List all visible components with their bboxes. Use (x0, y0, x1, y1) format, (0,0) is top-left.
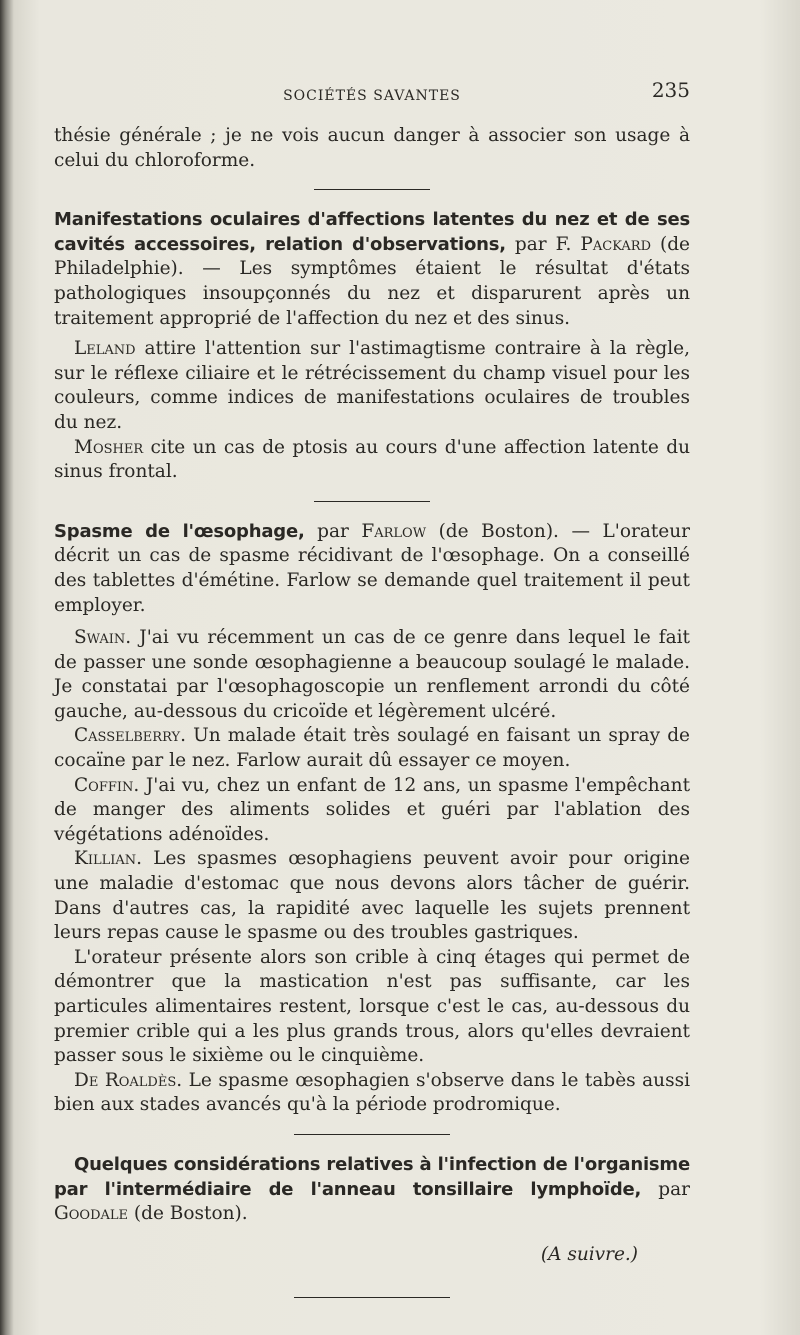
paragraph-coffin: Coffin. J'ai vu, chez un enfant de 12 ans, un spasme l'empêchant de manger des aliments solides et guéri par l'ablation des végétations adénoïdes. (54, 774, 690, 845)
section-heading: Manifestations oculaires d'affections latentes du nez et de ses cavités accessoires, relation d'observations, (54, 209, 690, 255)
running-head-title: SOCIÉTÉS SAVANTES (283, 88, 461, 104)
paragraph-leland: Leland attire l'attention sur l'astimagtisme contraire à la règle, sur le réflexe ciliaire et le rétrécissement du champ visuel pour les couleurs, comme indices de manifestations oculaires de troubles du nez. (54, 338, 690, 433)
section-manifestations-oculaires: Manifestations oculaires d'affections latentes du nez et de ses cavités accessoires, relation d'observations, par F. Packard (de Philadelphie). — Les symptômes étaient le résultat d'états pathologiques insoupçonnés du nez et disparurent après un traitement approprié de l'affection du nez et des sinus. (54, 209, 691, 329)
speaker-name: Swain (74, 627, 126, 649)
section-heading: Quelques considérations relatives à l'infection de l'organisme par l'intermédiaire de l'anneau tonsillaire lymphoïde, (54, 1153, 690, 1200)
paragraph-casselberry: Casselberry. Un malade était très soulagé en faisant un spray de cocaïne par le nez. Farlow aurait dû essayer ce moyen. (54, 725, 690, 772)
running-head (54, 78, 690, 104)
section-infection-organisme: Quelques considérations relatives à l'infection de l'organisme par l'intermédiaire de l'anneau tonsillaire lymphoïde, par Goodale (de Boston). (54, 1153, 690, 1225)
speaker-name: Casselberry (74, 725, 181, 747)
speaker-name: Leland (74, 338, 136, 360)
author-name: Farlow (361, 520, 427, 542)
paragraph-roaldes: De Roaldès. Le spasme œsophagien s'observe dans le tabès aussi bien aux stades avancés qu'à la période prodromique. (54, 1069, 690, 1116)
page-number: 235 (651, 78, 690, 102)
author-name: Goodale (54, 1203, 129, 1225)
paragraph-killian: Killian. Les spasmes œsophagiens peuvent avoir pour origine une maladie d'estomac que nous devons alors tâcher de guérir. Dans d'autres cas, la rapidité avec laquelle les sujets prennent leurs repas cause le spasme ou des troubles gastriques. (54, 848, 690, 944)
speaker-name: Mosher (74, 436, 144, 458)
section-heading: Spasme de l'œsophage, (54, 520, 305, 542)
speaker-name: Killian (74, 848, 137, 870)
paragraph-continuation: thésie générale ; je ne vois aucun danger à associer son usage à celui du chloroforme. (54, 125, 690, 171)
to-be-continued: (A suivre.) (540, 1243, 638, 1265)
paragraph-swain: Swain. J'ai vu récemment un cas de ce genre dans lequel le fait de passer une sonde œsophagienne a beaucoup soulagé le malade. Je constatai par l'œsophagoscopie un renflement arrondi du côté gauche, au-dessous du cricoïde et légèrement ulcéré. (54, 627, 690, 722)
author-name: Packard (580, 233, 651, 255)
end-divider (294, 1297, 450, 1298)
speaker-name: De Roaldès (74, 1069, 177, 1091)
section-spasme-oesophage: Spasme de l'œsophage, par Farlow (de Boston). — L'orateur décrit un cas de spasme récidivant de l'œsophage. On a conseillé des tablettes d'émétine. Farlow se demande quel traitement il peut employer. (54, 520, 690, 616)
paragraph-mosher: Mosher cite un cas de ptosis au cours d'une affection latente du sinus frontal. (54, 436, 690, 483)
speaker-name: Coffin (74, 774, 134, 796)
paragraph-orateur: L'orateur présente alors son crible à cinq étages qui permet de démontrer que la mastication n'est pas suffisante, car les particules alimentaires restent, lorsque c'est le cas, au-dessous du premier crible qui a les plus grands trous, alors qu'elles devraient passer sous le sixième ou le cinquième. (54, 946, 690, 1067)
article-body (54, 124, 690, 1298)
